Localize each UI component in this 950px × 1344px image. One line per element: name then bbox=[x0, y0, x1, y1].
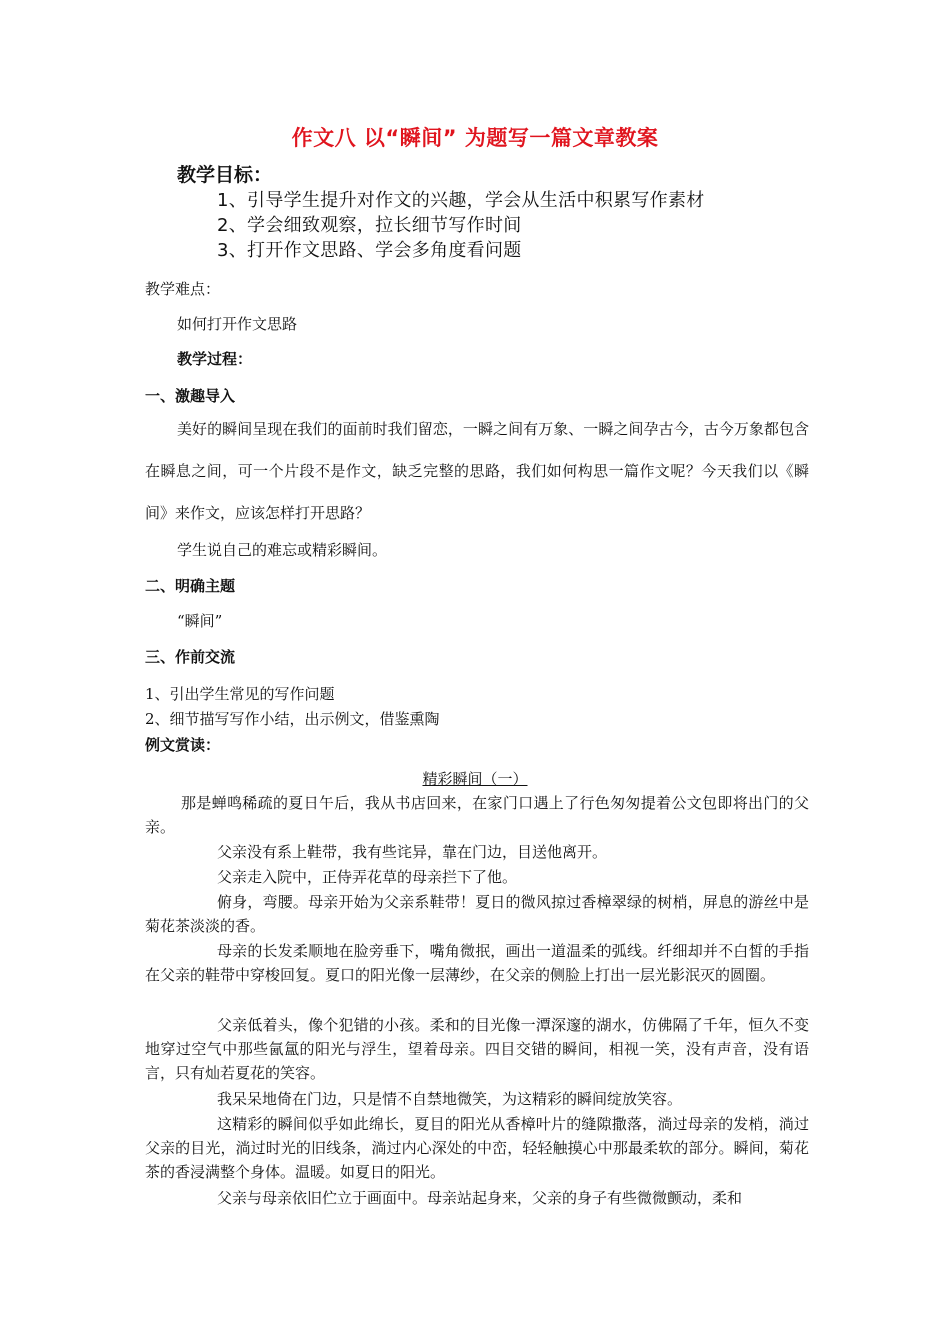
essay-paragraph: 我呆呆地倚在门边，只是情不自禁地微笑，为这精彩的瞬间绽放笑容。 bbox=[217, 1090, 683, 1108]
discussion-item: 1、引出学生常见的写作问题 bbox=[145, 685, 335, 703]
theme-text: “瞬间” bbox=[177, 612, 223, 630]
difficulty-text: 如何打开作文思路 bbox=[177, 315, 298, 333]
essay-paragraph: 俯身，弯腰。母亲开始为父亲系鞋带！夏日的微风掠过香樟翠绿的树梢，屏息的游丝中是菊花茶淡淡的香。 bbox=[145, 893, 809, 935]
objectives-heading: 教学目标： bbox=[177, 164, 273, 186]
objective-item: 3、打开作文思路、学会多角度看问题 bbox=[217, 240, 522, 261]
section-heading-intro: 一、激趣导入 bbox=[145, 387, 236, 405]
objective-item: 1、引导学生提升对作文的兴趣，学会从生活中积累写作素材 bbox=[217, 190, 705, 211]
difficulty-label: 教学难点： bbox=[145, 280, 221, 298]
essay-paragraph: 父亲没有系上鞋带，我有些诧异，靠在门边，目送他离开。 bbox=[217, 843, 608, 861]
process-label: 教学过程： bbox=[177, 350, 253, 368]
discussion-item: 2、细节描写写作小结，出示例文，借鉴熏陶 bbox=[145, 710, 440, 728]
example-label: 例文赏读： bbox=[145, 736, 221, 754]
document-title: 作文八 以“瞬间” 为题写一篇文章教案 bbox=[291, 126, 659, 150]
essay-paragraph: 那是蝉鸣稀疏的夏日午后，我从书店回来，在家门口遇上了行色匆匆提着公文包即将出门的父亲。 bbox=[145, 794, 809, 836]
section-heading-discussion: 三、作前交流 bbox=[145, 648, 236, 666]
essay-paragraph: 父亲低着头，像个犯错的小孩。柔和的目光像一潭深邃的湖水，仿佛隔了千年，恒久不变地穿过空气中那些氤氲的阳光与浮生，望着母亲。四目交错的瞬间，相视一笑，没有声音，没有语言，只有灿若夏花的笑容。 bbox=[145, 1016, 809, 1082]
objective-item: 2、学会细致观察，拉长细节写作时间 bbox=[217, 215, 522, 236]
section-heading-theme: 二、明确主题 bbox=[145, 577, 236, 595]
essay-paragraph: 母亲的长发柔顺地在脸旁垂下，嘴角微抿，画出一道温柔的弧线。纤细却并不白皙的手指在父亲的鞋带中穿梭回复。夏口的阳光像一层薄纱，在父亲的侧脸上打出一层光影泯灭的圆圈。 bbox=[145, 942, 809, 984]
essay-paragraph: 父亲走入院中，正侍弄花草的母亲拦下了他。 bbox=[217, 868, 518, 886]
essay-paragraph: 这精彩的瞬间似乎如此绵长，夏目的阳光从香樟叶片的缝隙撒落，淌过母亲的发梢，淌过父亲的目光，淌过时光的旧线条，淌过内心深处的中峦，轻轻触摸心中那最柔软的部分。瞬间，菊花茶的香浸满整个身体。温暖。如夏日的阳光。 bbox=[145, 1115, 809, 1181]
intro-note: 学生说自己的难忘或精彩瞬间。 bbox=[177, 541, 388, 559]
essay-title-text: 精彩瞬间（一） bbox=[422, 770, 528, 788]
essay-paragraph: 父亲与母亲依旧伫立于画面中。母亲站起身来，父亲的身子有些微微颤动，柔和 bbox=[217, 1189, 743, 1207]
intro-paragraph: 美好的瞬间呈现在我们的面前时我们留恋，一瞬之间有万象、一瞬之间孕古今，古今万象都包含在瞬息之间，可一个片段不是作文，缺乏完整的思路，我们如何构思一篇作文呢？今天我们以《瞬间》来作文，应该怎样打开思路？ bbox=[145, 420, 809, 522]
essay-title bbox=[0, 768, 950, 789]
